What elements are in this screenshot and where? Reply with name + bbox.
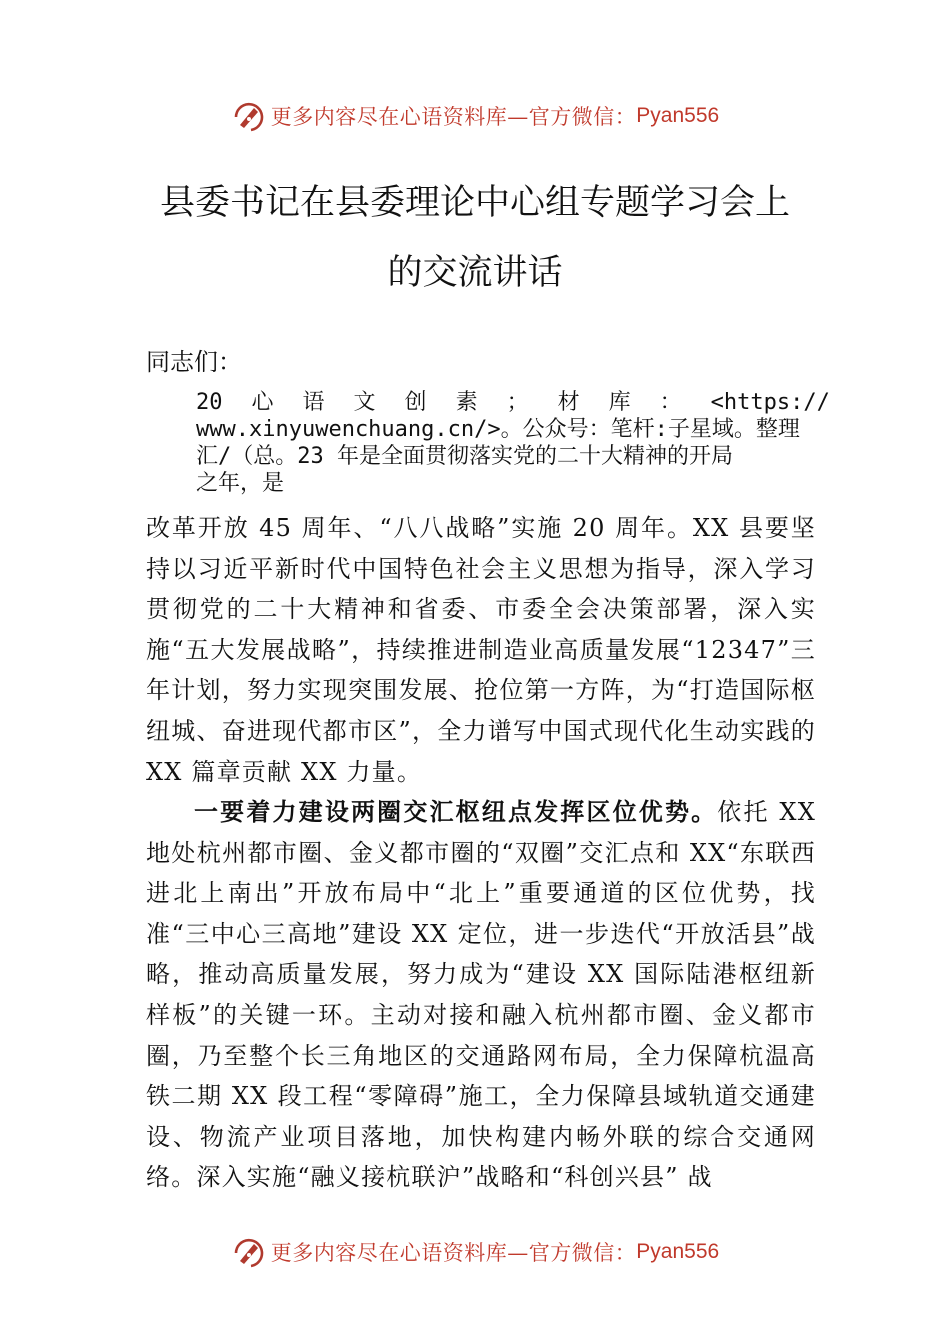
watermark-wechat-id: Pyan556 bbox=[636, 104, 720, 127]
document-title bbox=[0, 168, 950, 308]
watermark-banner-top bbox=[0, 96, 950, 136]
source-note-line-1 bbox=[196, 389, 830, 416]
source-token: 库 bbox=[608, 390, 631, 415]
watermark-text: 更多内容尽在心语资料库—官方微信： bbox=[270, 1241, 637, 1265]
watermark-text: 更多内容尽在心语资料库—官方微信： bbox=[270, 105, 637, 129]
source-link-start: <https:// bbox=[710, 390, 830, 415]
source-note-line-3: 汇/（总。23 年是全面贯彻落实党的二十大精神的开局 bbox=[196, 444, 733, 469]
source-note-line-4: 之年，是 bbox=[196, 471, 285, 496]
source-token: 文 bbox=[353, 390, 376, 415]
source-note bbox=[196, 389, 830, 497]
watermark-wechat-id: Pyan556 bbox=[636, 1240, 720, 1263]
source-token: 材 bbox=[557, 390, 580, 415]
fountain-pen-logo-icon bbox=[231, 98, 267, 134]
paragraph-2-body: 依托 XX 地处杭州都市圈、金义都市圈的“双圈”交汇点和 XX“东联西进北上南出”开放布局中“北上”重要通道的区位优势，找准“三中心三高地”建设 XX 定位，进一步迭代“开放活县”战略，推动高质量发展，努力成为“建设 XX 国际陆港枢纽新样板”的关键一环。主动对接和融入杭州都市圈、金义都市圈，乃至整个长三角地区的交通路网布局，全力保障杭温高铁二期 XX 段工程“零障碍”施工，全力保障县域轨道交通建设、物流产业项目落地，加快构建内畅外联的综合交通网络。深入实施“融义接杭联沪”战略和“科创兴县” 战 bbox=[146, 798, 816, 1192]
body-paragraph-2 bbox=[146, 792, 816, 1198]
greeting: 同志们： bbox=[146, 348, 242, 376]
title-line-2: 的交流讲话 bbox=[387, 253, 563, 293]
watermark-banner-bottom bbox=[0, 1232, 950, 1272]
source-token: 创 bbox=[404, 390, 427, 415]
source-token: ； bbox=[506, 390, 529, 415]
body-paragraph-1: 改革开放 45 周年、“八八战略”实施 20 周年。XX 县要坚持以习近平新时代中国特色社会主义思想为指导，深入学习贯彻党的二十大精神和省委、市委全会决策部署，深入实施“五大发展战略”，持续推进制造业高质量发展“12347”三年计划，努力实现突围发展、抢位第一方阵，为“打造国际枢纽城、奋进现代都市区”，全力谱写中国式现代化生动实践的XX 篇章贡献 XX 力量。 bbox=[146, 514, 816, 786]
source-token: 心 bbox=[251, 390, 274, 415]
source-token: ： bbox=[659, 390, 682, 415]
source-note-line-2: www.xinyuwenchuang.cn/>。公众号：笔杆:子星域。整理 bbox=[196, 417, 800, 442]
title-line-1: 县委书记在县委理论中心组专题学习会上 bbox=[159, 183, 790, 223]
source-token: 语 bbox=[302, 390, 325, 415]
paragraph-2-heading: 一要着力建设两圈交汇枢纽点发挥区位优势。 bbox=[194, 797, 718, 826]
fountain-pen-logo-icon bbox=[231, 1234, 267, 1270]
source-token: 素 bbox=[455, 390, 478, 415]
source-token: 20 bbox=[196, 390, 223, 415]
